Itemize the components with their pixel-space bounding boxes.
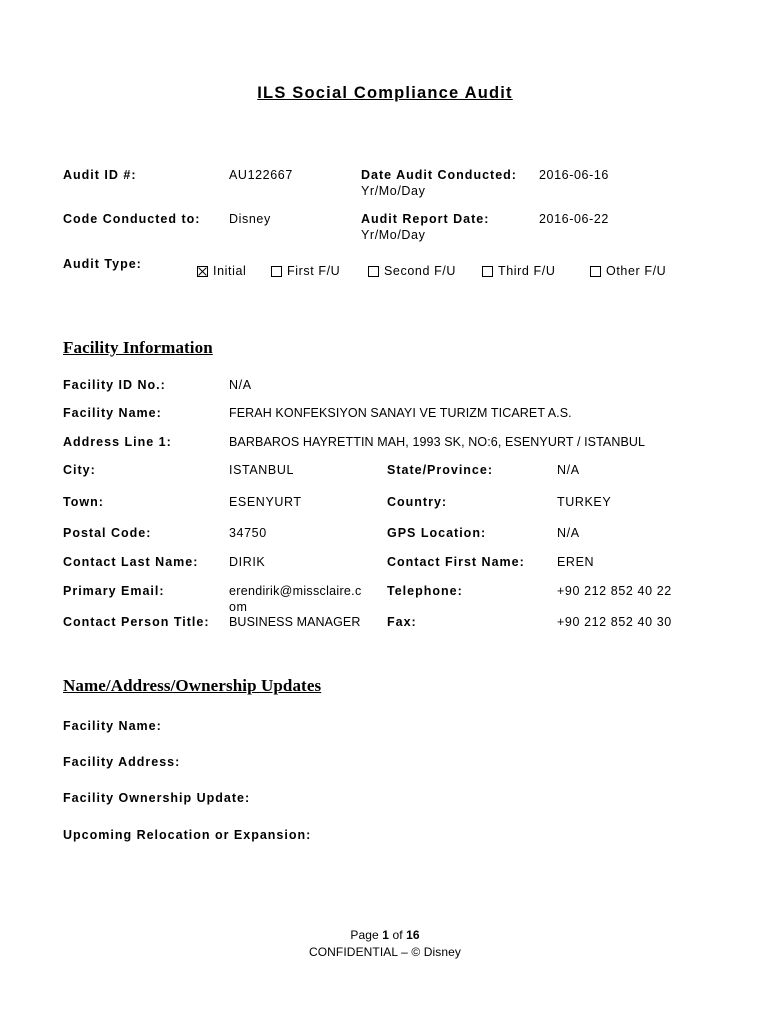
state-province-value: N/A [557,463,580,477]
unchecked-box-icon [590,266,601,277]
code-conducted-value: Disney [229,212,271,226]
audit-type-third-fu-checkbox[interactable] [482,264,556,278]
telephone-value: +90 212 852 40 22 [557,584,672,598]
contact-person-title-value: BUSINESS MANAGER [229,615,361,629]
audit-type-second-fu-label: Second F/U [384,264,457,278]
update-facility-name-label: Facility Name: [63,719,162,733]
date-conducted-value: 2016-06-16 [539,168,609,182]
page-current: 1 [382,928,389,942]
page-number [0,928,770,942]
update-ownership-label: Facility Ownership Update: [63,791,251,805]
page-total: 16 [406,928,420,942]
facility-id-value: N/A [229,378,252,392]
contact-first-name-label: Contact First Name: [387,555,525,569]
audit-type-second-fu-checkbox[interactable] [368,264,456,278]
audit-type-initial-label: Initial [213,264,247,278]
primary-email-value-line1: erendirik@missclaire.c [229,584,362,598]
page-of: of [392,928,403,942]
state-province-label: State/Province: [387,463,494,477]
unchecked-box-icon [368,266,379,277]
town-value: ESENYURT [229,495,302,509]
date-conducted-format: Yr/Mo/Day [361,184,426,198]
gps-location-label: GPS Location: [387,526,487,540]
facility-information-heading: Facility Information [63,338,213,357]
update-facility-address-label: Facility Address: [63,755,181,769]
updates-heading: Name/Address/Ownership Updates [63,676,322,695]
primary-email-label: Primary Email: [63,584,165,598]
postal-code-value: 34750 [229,526,267,540]
contact-last-name-value: DIRIK [229,555,266,569]
telephone-label: Telephone: [387,584,463,598]
facility-name-value: FERAH KONFEKSIYON SANAYI VE TURIZM TICARET A.S. [229,406,572,420]
gps-location-value: N/A [557,526,580,540]
report-date-label: Audit Report Date: [361,212,490,226]
contact-person-title-label: Contact Person Title: [63,615,210,629]
primary-email-value-line2: om [229,600,248,614]
audit-type-initial-checkbox[interactable] [197,264,246,278]
address-line-1-value: BARBAROS HAYRETTIN MAH, 1993 SK, NO:6, ESENYURT / ISTANBUL [229,435,646,449]
code-conducted-label: Code Conducted to: [63,212,201,226]
contact-last-name-label: Contact Last Name: [63,555,199,569]
city-value: ISTANBUL [229,463,294,477]
unchecked-box-icon [271,266,282,277]
facility-name-label: Facility Name: [63,406,162,420]
audit-type-other-fu-checkbox[interactable] [590,264,666,278]
audit-id-value: AU122667 [229,168,293,182]
fax-value: +90 212 852 40 30 [557,615,672,629]
country-label: Country: [387,495,448,509]
city-label: City: [63,463,96,477]
date-conducted-label: Date Audit Conducted: [361,168,517,182]
page-prefix: Page [350,928,379,942]
contact-first-name-value: EREN [557,555,595,569]
audit-type-other-fu-label: Other F/U [606,264,667,278]
country-value: TURKEY [557,495,612,509]
report-date-value: 2016-06-22 [539,212,609,226]
audit-type-label: Audit Type: [63,257,142,271]
page-title: ILS Social Compliance Audit [257,84,513,102]
audit-type-first-fu-label: First F/U [287,264,341,278]
audit-type-first-fu-checkbox[interactable] [271,264,340,278]
fax-label: Fax: [387,615,417,629]
confidential-notice: CONFIDENTIAL – © Disney [308,945,462,959]
address-line-1-label: Address Line 1: [63,435,172,449]
unchecked-box-icon [482,266,493,277]
update-relocation-label: Upcoming Relocation or Expansion: [63,828,312,842]
audit-type-third-fu-label: Third F/U [498,264,556,278]
report-date-format: Yr/Mo/Day [361,228,426,242]
checked-box-icon [197,266,208,277]
audit-id-label: Audit ID #: [63,168,137,182]
town-label: Town: [63,495,104,509]
postal-code-label: Postal Code: [63,526,152,540]
facility-id-label: Facility ID No.: [63,378,166,392]
